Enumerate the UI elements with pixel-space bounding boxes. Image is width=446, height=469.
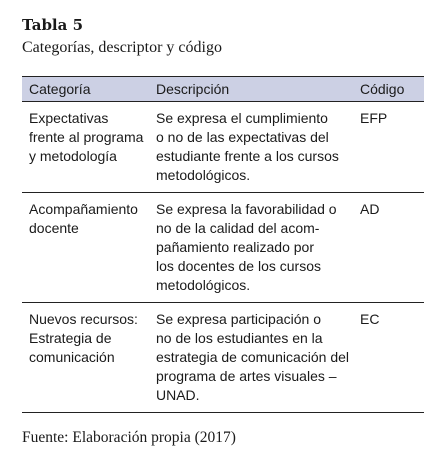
cell-line: Nuevos recursos:: [29, 311, 138, 327]
cell-line: Se expresa el cumplimiento: [156, 110, 328, 126]
header-description: Descripción: [156, 81, 230, 97]
table-row: [22, 192, 424, 302]
cell-line: programa de artes visuales –: [156, 368, 337, 384]
code-cell: AD: [360, 201, 380, 217]
cell-line: comunicación: [29, 349, 115, 365]
code-cell: EC: [360, 311, 380, 327]
cell-line: no de la calidad del acom-: [156, 220, 320, 236]
category-cell: [29, 310, 147, 367]
cell-line: metodológicos.: [156, 277, 251, 293]
category-cell: [29, 200, 147, 238]
cell-line: estrategia de comunicación del: [156, 349, 350, 365]
cell-line: Acompañamiento: [29, 201, 138, 217]
category-cell: [29, 109, 147, 166]
cell-line: frente al programa: [29, 129, 144, 145]
cell-line: y metodología: [29, 148, 117, 164]
cell-line: docente: [29, 220, 79, 236]
cell-line: estudiante frente a los cursos: [156, 148, 339, 164]
cell-line: Se expresa la favorabilidad o: [156, 201, 337, 217]
source-note: Fuente: Elaboración propia (2017): [22, 429, 236, 446]
cell-line: Expectativas: [29, 110, 109, 126]
header-category: Categoría: [29, 81, 91, 97]
code-cell: EFP: [360, 110, 388, 126]
table-number: Tabla 5: [22, 16, 84, 34]
cell-line: no de los estudiantes en la: [156, 330, 323, 346]
description-cell: [156, 109, 356, 185]
cell-line: pañamiento realizado por: [156, 239, 314, 255]
cell-line: los docentes de los cursos: [156, 258, 321, 274]
description-cell: [156, 200, 356, 295]
table-caption: Categorías, descriptor y código: [22, 39, 222, 56]
cell-line: Se expresa participación o: [156, 311, 321, 327]
cell-line: UNAD.: [156, 387, 200, 403]
data-table: [22, 76, 424, 413]
cell-line: Estrategia de: [29, 330, 112, 346]
table-row: [22, 102, 424, 192]
cell-line: metodológicos.: [156, 167, 251, 183]
table-header-row: [22, 77, 424, 102]
cell-line: o no de las expectativas del: [156, 129, 329, 145]
header-code: Código: [360, 81, 405, 97]
table-row: [22, 302, 424, 412]
description-cell: [156, 310, 356, 405]
